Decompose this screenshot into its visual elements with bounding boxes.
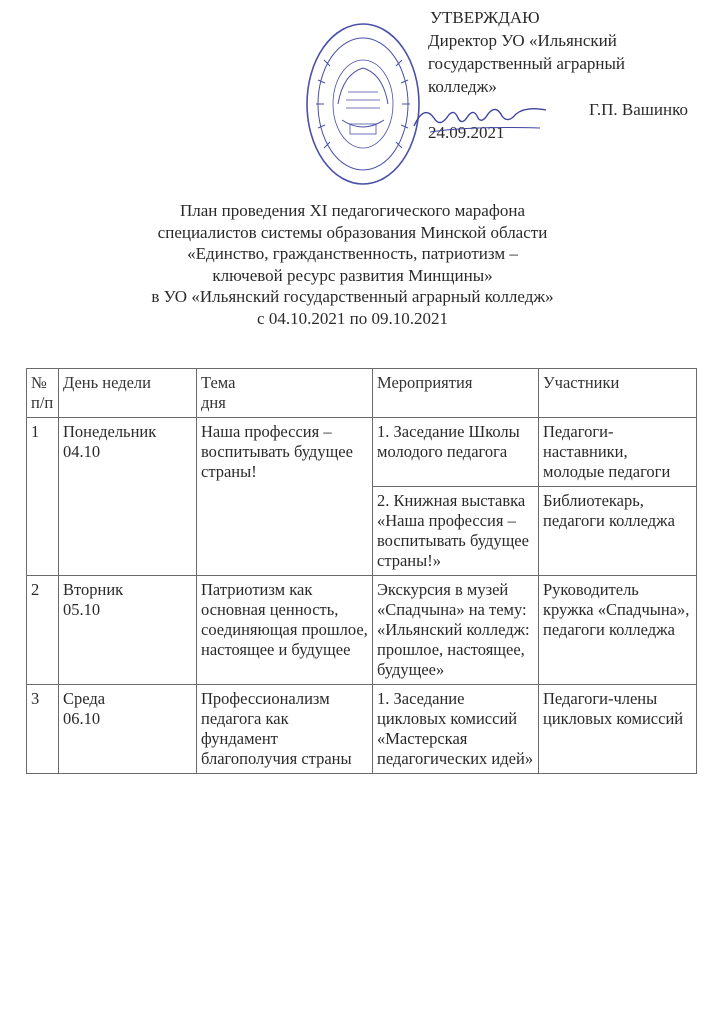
title-line1: План проведения XI педагогического марафона — [179, 201, 526, 220]
title-line4: ключевой ресурс развития Минщины» — [212, 265, 493, 285]
header-participants: Участники — [539, 369, 697, 418]
row-day-name: Понедельник — [63, 422, 157, 441]
row-event: 2. Книжная выставка «Наша профессия – воспитывать будущее страны!» — [373, 487, 539, 576]
header-num-line2: п/п — [31, 393, 54, 412]
header-events: Мероприятия — [373, 369, 539, 418]
title-line6: с 04.10.2021 по 09.10.2021 — [257, 308, 448, 328]
table-row — [27, 418, 697, 487]
row-event: Экскурсия в музей «Спадчына» на тему: «Ильянский колледж: прошлое, настоящее, будущее» — [373, 576, 539, 685]
table-header-row — [27, 369, 697, 418]
table-row — [27, 685, 697, 774]
row-participants: Библиотекарь, педагоги колледжа — [539, 487, 697, 576]
row-num: 2 — [27, 576, 59, 685]
row-topic: Патриотизм как основная ценность, соединяющая прошлое, настоящее и будущее — [197, 576, 373, 685]
row-event: 1. Заседание Школы молодого педагога — [373, 418, 539, 487]
row-day — [59, 685, 197, 774]
row-num: 3 — [27, 685, 59, 774]
approval-position-line1: Директор УО «Ильянский — [428, 31, 617, 50]
row-event: 1. Заседание цикловых комиссий «Мастерская педагогических идей» — [373, 685, 539, 774]
approval-date: 24.09.2021 — [428, 123, 505, 142]
title-line5: в УО «Ильянский государственный аграрный колледж» — [151, 287, 554, 306]
approval-heading: УТВЕРЖДАЮ — [430, 8, 540, 27]
round-seal-icon — [304, 20, 422, 188]
row-participants: Педагоги-наставники, молодые педагоги — [539, 418, 697, 487]
row-day-date: 05.10 — [63, 600, 101, 619]
approval-position-line2: государственный аграрный — [428, 54, 626, 73]
row-day-name: Среда — [63, 689, 106, 708]
title-line3: «Единство, гражданственность, патриотизм – — [187, 244, 518, 263]
row-day — [59, 576, 197, 685]
row-day — [59, 418, 197, 576]
row-participants: Педагоги-члены цикловых комиссий — [539, 685, 697, 774]
row-day-name: Вторник — [63, 580, 124, 599]
row-topic: Наша профессия – воспитывать будущее страны! — [197, 418, 373, 576]
row-participants: Руководитель кружка «Спадчына», педагоги колледжа — [539, 576, 697, 685]
approval-signer: Г.П. Вашинко — [588, 100, 688, 119]
title-line2: специалистов системы образования Минской области — [157, 222, 548, 242]
row-day-date: 04.10 — [63, 442, 101, 461]
header-num — [27, 369, 59, 418]
header-topic — [197, 369, 373, 418]
header-topic-line2: дня — [201, 393, 226, 412]
handwritten-signature — [410, 100, 560, 140]
header-topic-line1: Тема — [201, 373, 236, 392]
document-title — [0, 200, 705, 329]
row-num: 1 — [27, 418, 59, 576]
row-day-date: 06.10 — [63, 709, 101, 728]
header-num-line1: № — [31, 373, 47, 392]
header-day: День недели — [59, 369, 197, 418]
row-topic: Профессионализм педагога как фундамент благополучия страны — [197, 685, 373, 774]
plan-table — [26, 368, 697, 774]
approval-position-line3: колледж» — [428, 77, 497, 96]
table-row — [27, 576, 697, 685]
